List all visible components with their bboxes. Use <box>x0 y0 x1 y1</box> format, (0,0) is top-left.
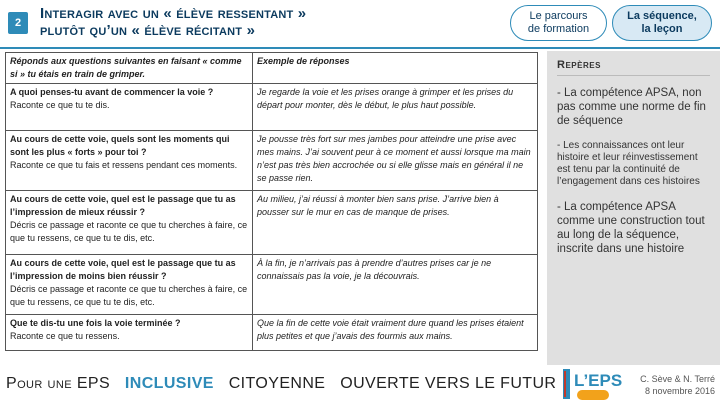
instruction-text: Décris ce passage et raconte ce que tu cherches à faire, ce que tu ressens, ce que tu te dis, etc. <box>10 284 248 307</box>
answer-cell: Je regarde la voie et les prises orange à grimper et les prises du départ pour monter, dès le début, le plus haut possible. <box>253 84 538 131</box>
instruction-text: Raconte ce que tu fais et ressens pendant ces moments. <box>10 160 238 170</box>
slogan-highlight: INCLUSIVE <box>124 375 214 392</box>
nav-sequence-button[interactable] <box>612 5 712 41</box>
answer-cell: À la fin, je n’arrivais pas à prendre d’autres prises car je ne connaissais pas la voie, je la découvrais. <box>253 255 538 315</box>
answer-cell: Que la fin de cette voie était vraiment dure quand les prises étaient plus petites et que j’avais des fourmis aux mains. <box>253 315 538 351</box>
question-text: Au cours de cette voie, quels sont les moments qui sont les plus « forts » pour toi ? <box>10 134 230 157</box>
questions-table <box>5 52 538 351</box>
table-row <box>6 84 538 131</box>
table-header-answers: Exemple de réponses <box>253 53 538 84</box>
question-cell <box>6 315 253 351</box>
repere-item: - La compétence APSA comme une construction tout au long de la séquence, inscrite dans une histoire <box>557 201 705 255</box>
footer-slogan <box>6 375 556 393</box>
question-text: Au cours de cette voie, quel est le passage que tu as l’impression de moins bien réussir ? <box>10 258 236 281</box>
reperes-divider <box>557 75 710 76</box>
nav-parcours-label-line1: Le parcours <box>529 10 588 22</box>
instruction-text: Raconte ce que tu te dis. <box>10 100 110 110</box>
question-cell <box>6 191 253 255</box>
instruction-text: Raconte ce que tu ressens. <box>10 331 120 341</box>
reperes-title: Repères <box>557 59 601 71</box>
eps-logo <box>563 366 623 402</box>
question-cell <box>6 131 253 191</box>
answer-cell: Je pousse très fort sur mes jambes pour atteindre une prise avec mes mains. J’ai souvent peur à ce moment et aussi lorsque ma main n’est pas très bien accrochée ou si elle glisse mais en général il ne se passe rien. <box>253 131 538 191</box>
question-text: Au cours de cette voie, quel est le passage que tu as l’impression de mieux réussir ? <box>10 194 236 217</box>
nav-sequence-label-line2: la leçon <box>641 23 683 35</box>
table-row <box>6 315 538 351</box>
answer-cell: Au milieu, j’ai réussi à monter bien sans prise. J’arrive bien à pousser sur le mur en cas de manque de prises. <box>253 191 538 255</box>
credits-authors: C. Sève & N. Terré <box>640 374 715 384</box>
slide-number-badge: 2 <box>8 12 28 34</box>
nav-parcours-button[interactable] <box>510 5 607 41</box>
table-row <box>6 191 538 255</box>
slogan-part: CITOYENNE <box>228 375 326 392</box>
nav-parcours-label-line2: de formation <box>527 23 590 35</box>
question-text: Que te dis-tu une fois la voie terminée ? <box>10 318 181 328</box>
slogan-part: OUVERTE VERS LE FUTUR <box>340 375 557 392</box>
slogan-part: Pour une EPS <box>6 375 111 392</box>
nav-sequence-label-line1: La séquence, <box>627 10 697 22</box>
slide-title-line1: Interagir avec un « élève ressentant » <box>40 5 307 22</box>
repere-item: - La compétence APSA, non pas comme une norme de fin de séquence <box>557 87 706 127</box>
table-row <box>6 255 538 315</box>
question-text: A quoi penses-tu avant de commencer la voie ? <box>10 87 214 97</box>
table-header-questions: Réponds aux questions suivantes en faisant « comme si » tu étais en train de grimper. <box>6 53 253 84</box>
table-header-row <box>6 53 538 84</box>
eps-logo-graphic <box>563 366 623 402</box>
table-row <box>6 131 538 191</box>
logo-text: L’EPS <box>574 371 623 390</box>
credits-date: 8 novembre 2016 <box>644 386 715 396</box>
header-divider <box>0 47 720 49</box>
slide-title <box>40 5 400 39</box>
repere-item: - Les connaissances ont leur histoire et leur réinvestissement est tenu par la continuité de l’engagement dans ces histoires <box>557 140 700 187</box>
reperes-panel <box>547 51 720 365</box>
credits <box>627 373 715 397</box>
slide-title-line2: plutôt qu’un « élève récitant » <box>40 22 256 39</box>
question-cell <box>6 255 253 315</box>
instruction-text: Décris ce passage et raconte ce que tu cherches à faire, ce que tu ressens, ce que tu te dis, etc. <box>10 220 248 243</box>
question-cell <box>6 84 253 131</box>
